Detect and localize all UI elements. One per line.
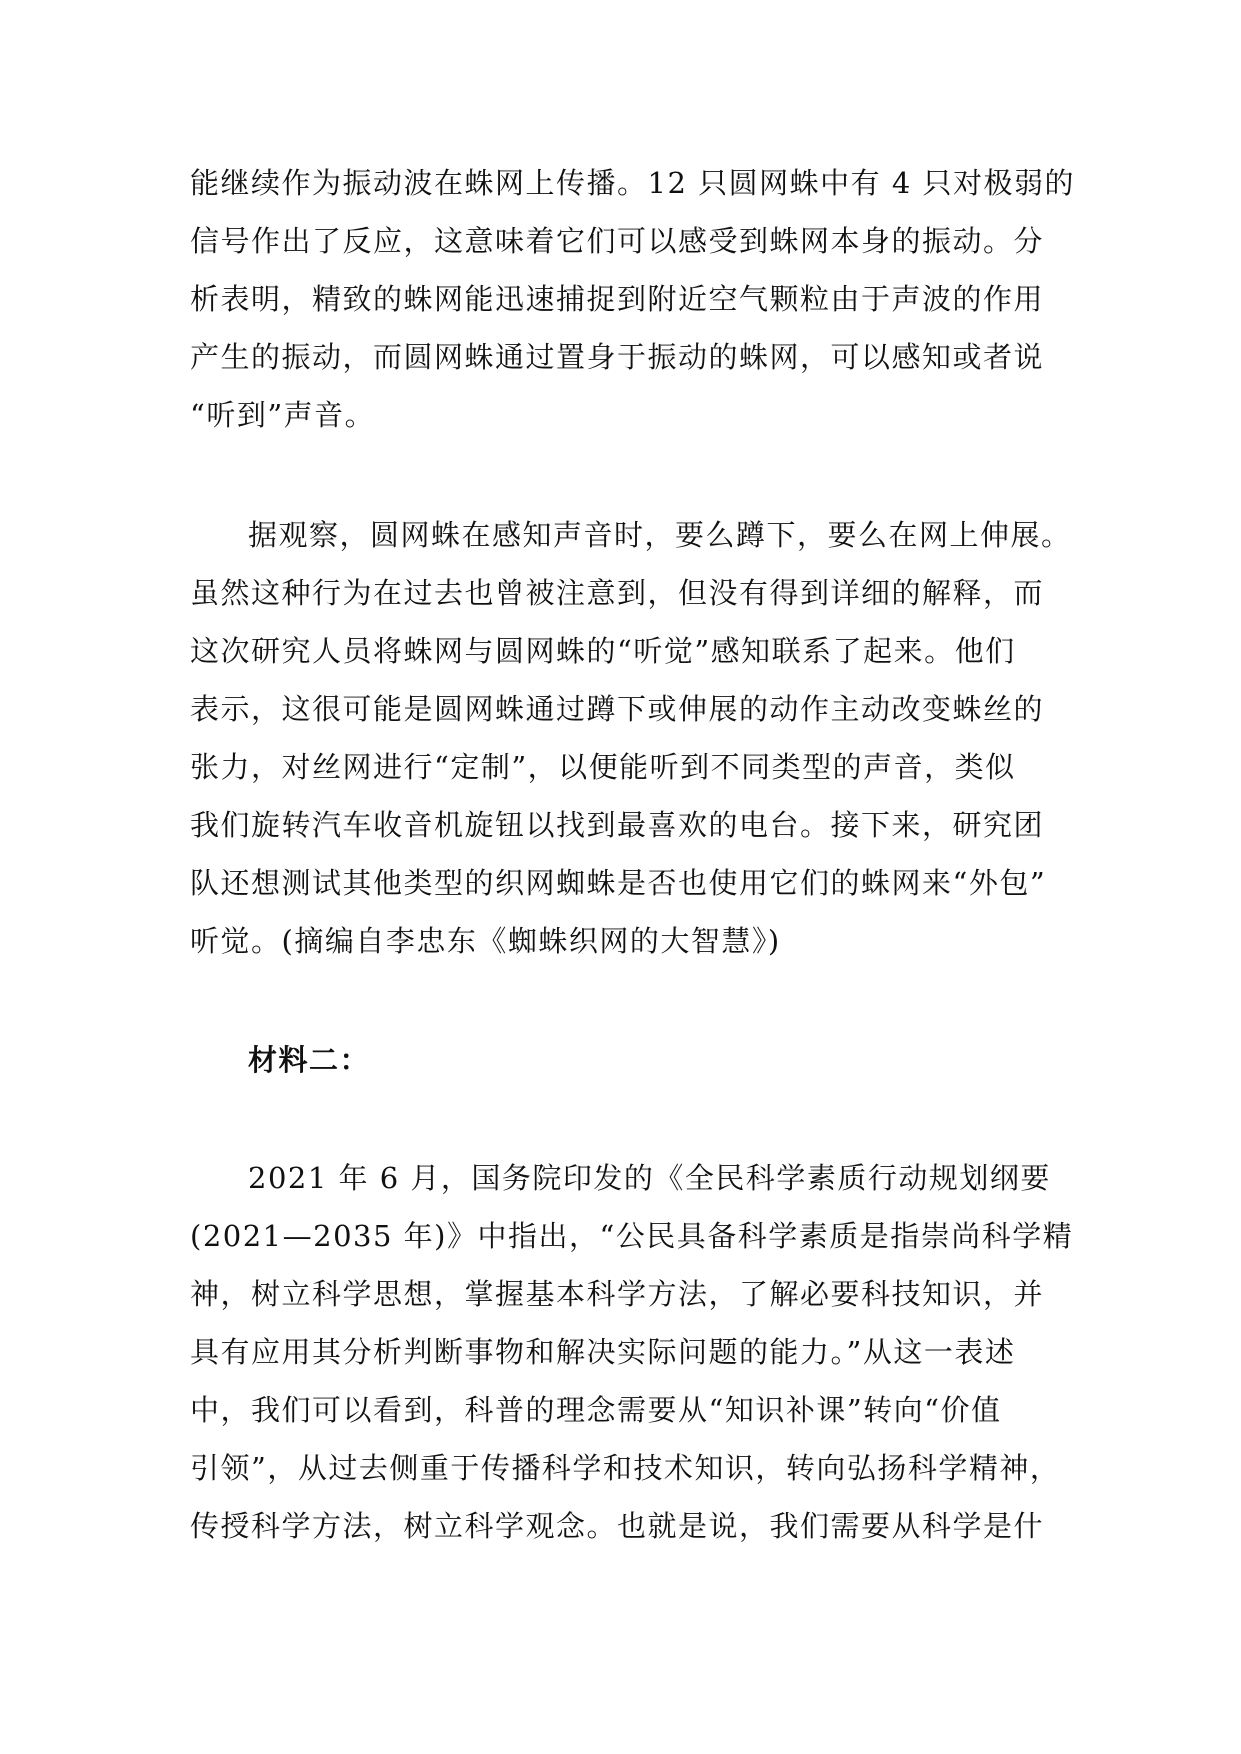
paragraph-1-line-3: 析表明，精致的蛛网能迅速捕捉到附近空气颗粒由于声波的作用: [190, 282, 1045, 316]
paragraph-1-line-4: 产生的振动，而圆网蛛通过置身于振动的蛛网，可以感知或者说: [190, 340, 1045, 374]
paragraph-3-line-3: 神，树立科学思想，掌握基本科学方法，了解必要科技知识，并: [190, 1277, 1045, 1311]
paragraph-2-line-1: 据观察，圆网蛛在感知声音时，要么蹲下，要么在网上伸展。: [248, 518, 1072, 552]
paragraph-3-line-2: (2021—2035 年)》中指出，“公民具备科学素质是指崇尚科学精: [190, 1219, 1074, 1253]
paragraph-2-line-4: 表示，这很可能是圆网蛛通过蹲下或伸展的动作主动改变蛛丝的: [190, 692, 1045, 726]
paragraph-1-line-1: 能继续作为振动波在蛛网上传播。12 只圆网蛛中有 4 只对极弱的: [190, 166, 1076, 200]
paragraph-2-line-5: 张力，对丝网进行“定制”，以便能听到不同类型的声音，类似: [190, 750, 1016, 784]
section-heading: 材料二：: [248, 1043, 371, 1077]
paragraph-3-line-7: 传授科学方法，树立科学观念。也就是说，我们需要从科学是什: [190, 1509, 1045, 1543]
paragraph-1-line-5: “听到”声音。: [190, 398, 376, 432]
paragraph-2-line-2: 虽然这种行为在过去也曾被注意到，但没有得到详细的解释，而: [190, 576, 1045, 610]
paragraph-3-line-6: 引领”，从过去侧重于传播科学和技术知识，转向弘扬科学精神，: [190, 1451, 1061, 1485]
paragraph-3-line-1: 2021 年 6 月，国务院印发的《全民科学素质行动规划纲要: [248, 1161, 1051, 1195]
paragraph-2-line-8: 听觉。(摘编自李忠东《蜘蛛织网的大智慧》): [190, 924, 781, 958]
paragraph-2-line-6: 我们旋转汽车收音机旋钮以找到最喜欢的电台。接下来，研究团: [190, 808, 1045, 842]
paragraph-3-line-4: 具有应用其分析判断事物和解决实际问题的能力。”从这一表述: [190, 1335, 1016, 1369]
paragraph-2-line-3: 这次研究人员将蛛网与圆网蛛的“听觉”感知联系了起来。他们: [190, 634, 1016, 668]
paragraph-2-line-7: 队还想测试其他类型的织网蜘蛛是否也使用它们的蛛网来“外包”: [190, 866, 1047, 900]
paragraph-1-line-2: 信号作出了反应，这意味着它们可以感受到蛛网本身的振动。分: [190, 224, 1045, 258]
paragraph-3-line-5: 中，我们可以看到，科普的理念需要从“知识补课”转向“价值: [190, 1393, 1002, 1427]
